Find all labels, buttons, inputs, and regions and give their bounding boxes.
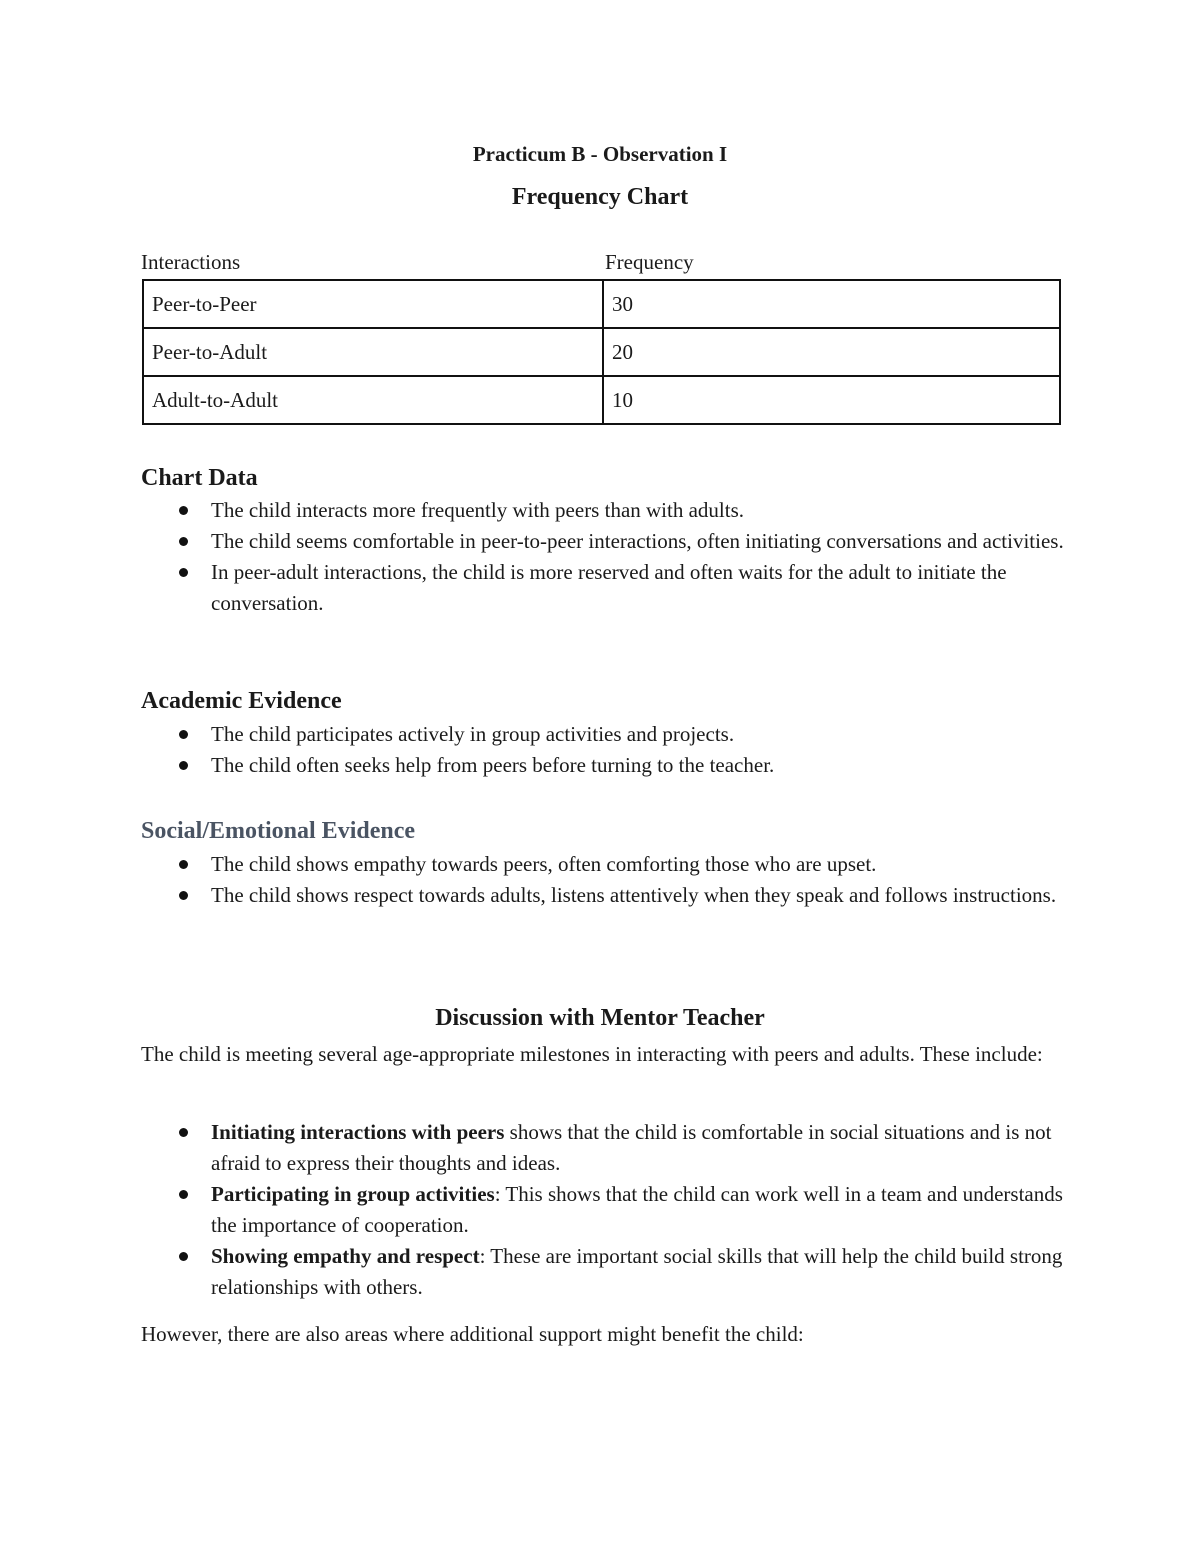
frequency-chart-title: Frequency Chart bbox=[511, 184, 689, 210]
interaction-cell: Peer-to-Adult bbox=[143, 328, 603, 376]
academic-evidence-section bbox=[141, 686, 1071, 781]
table-row bbox=[143, 280, 1060, 328]
frequency-table bbox=[142, 279, 1061, 425]
bullet-icon bbox=[179, 506, 188, 515]
section-heading: Social/Emotional Evidence bbox=[141, 818, 416, 844]
list-item: Initiating interactions with peers shows that the child is comfortable in social situations and is not afraid to express their thoughts and ideas. bbox=[141, 1117, 1071, 1179]
bullet-list bbox=[141, 849, 1071, 911]
bullet-list bbox=[141, 495, 1071, 619]
chart-data-section bbox=[141, 463, 1071, 619]
column-header-interactions: Interactions bbox=[141, 250, 241, 274]
list-item: The child interacts more frequently with peers than with adults. bbox=[141, 495, 1071, 526]
bullet-icon bbox=[179, 730, 188, 739]
list-item: Participating in group activities: This shows that the child can work well in a team and understands the importance of cooperation. bbox=[141, 1179, 1071, 1241]
social-emotional-section bbox=[141, 816, 1071, 911]
list-item: The child often seeks help from peers before turning to the teacher. bbox=[141, 750, 1071, 781]
list-item: The child seems comfortable in peer-to-peer interactions, often initiating conversations and activities. bbox=[141, 526, 1071, 557]
discussion-heading: Discussion with Mentor Teacher bbox=[435, 1005, 765, 1031]
list-item: The child participates actively in group activities and projects. bbox=[141, 719, 1071, 750]
bullet-icon bbox=[179, 860, 188, 869]
interaction-cell: Adult-to-Adult bbox=[143, 376, 603, 424]
bullet-icon bbox=[179, 761, 188, 770]
bullet-icon bbox=[179, 891, 188, 900]
bullet-list bbox=[141, 1117, 1071, 1303]
milestones-list-section bbox=[141, 1117, 1071, 1303]
list-item: The child shows empathy towards peers, often comforting those who are upset. bbox=[141, 849, 1071, 880]
list-item: In peer-adult interactions, the child is more reserved and often waits for the adult to initiate the conversation. bbox=[141, 557, 1071, 619]
list-item: Showing empathy and respect: These are important social skills that will help the child build strong relationships with others. bbox=[141, 1241, 1071, 1303]
bullet-icon bbox=[179, 1190, 188, 1199]
document-title: Practicum B - Observation I bbox=[472, 142, 728, 166]
section-heading: Academic Evidence bbox=[141, 688, 342, 714]
list-item: The child shows respect towards adults, listens attentively when they speak and follows instructions. bbox=[141, 880, 1071, 911]
bullet-list bbox=[141, 719, 1071, 781]
discussion-closing: However, there are also areas where additional support might benefit the child: bbox=[141, 1322, 804, 1346]
table-row bbox=[143, 376, 1060, 424]
table-row bbox=[143, 328, 1060, 376]
column-header-frequency: Frequency bbox=[605, 250, 694, 274]
bullet-icon bbox=[179, 1128, 188, 1137]
bullet-icon bbox=[179, 1252, 188, 1261]
interaction-cell: Peer-to-Peer bbox=[143, 280, 603, 328]
frequency-cell: 30 bbox=[603, 280, 1060, 328]
section-heading: Chart Data bbox=[141, 465, 258, 491]
bullet-icon bbox=[179, 537, 188, 546]
discussion-intro: The child is meeting several age-appropriate milestones in interacting with peers and adults. These include: bbox=[141, 1042, 1043, 1066]
bullet-icon bbox=[179, 568, 188, 577]
frequency-cell: 10 bbox=[603, 376, 1060, 424]
frequency-cell: 20 bbox=[603, 328, 1060, 376]
